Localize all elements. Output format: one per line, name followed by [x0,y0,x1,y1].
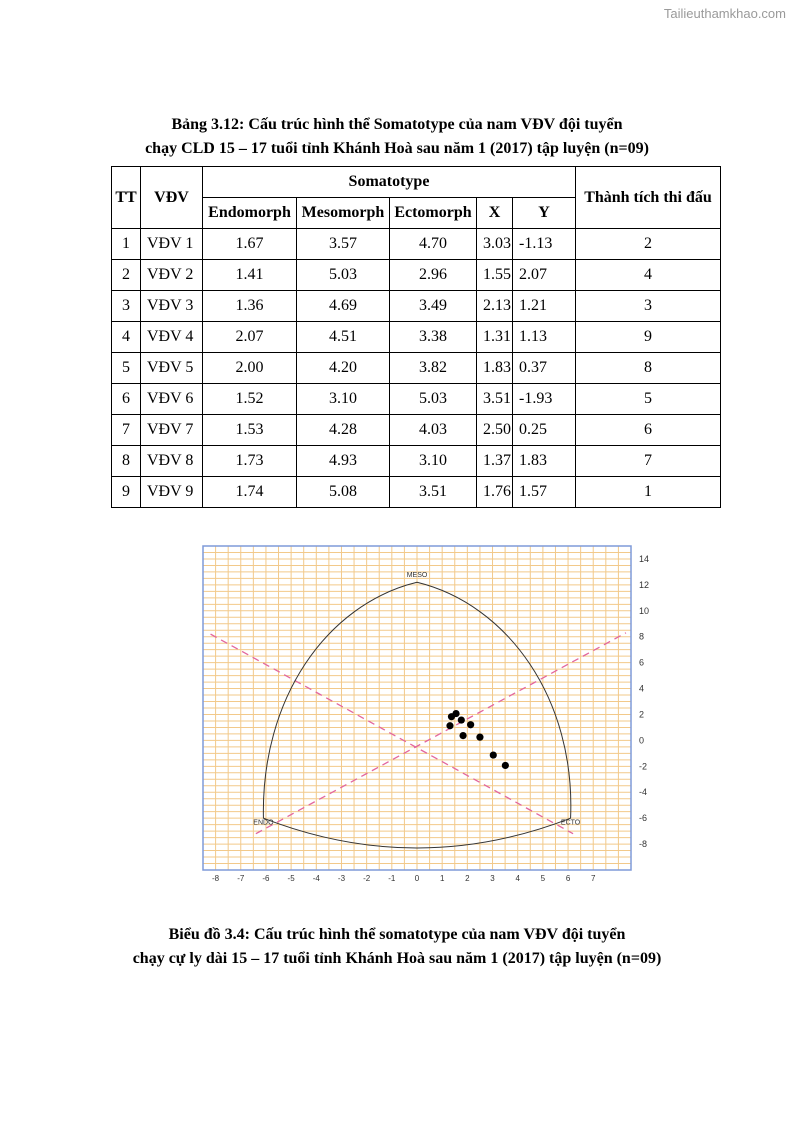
data-point [476,734,483,741]
cell-ectomorph: 3.10 [390,446,477,477]
x-tick-label: 6 [565,874,571,883]
cell-name: VĐV 9 [141,477,203,508]
x-tick-label: -4 [312,874,320,883]
cell-ectomorph: 3.51 [390,477,477,508]
cell-tt: 1 [112,229,141,260]
x-tick-label: -6 [262,874,270,883]
table-caption-line2: chạy CLD 15 – 17 tuổi tỉnh Khánh Hoà sau năm 1 (2017) tập luyện (n=09) [145,140,649,157]
y-tick-label: 0 [639,735,645,746]
cell-name: VĐV 7 [141,415,203,446]
cell-tt: 2 [112,260,141,291]
table-row [112,353,721,384]
y-tick-label: 6 [639,657,645,668]
cell-x: 1.37 [477,446,513,477]
y-tick-label: 10 [639,605,650,616]
cell-result: 8 [576,353,721,384]
y-tick-label: 4 [639,683,645,694]
cell-mesomorph: 5.08 [297,477,390,508]
y-tick-label: -8 [639,839,648,850]
x-tick-label: -8 [212,874,220,883]
cell-mesomorph: 5.03 [297,260,390,291]
y-tick-label: 14 [639,553,650,564]
data-point [502,762,509,769]
header-ectomorph: Ectomorph [390,198,477,229]
cell-name: VĐV 4 [141,322,203,353]
cell-endomorph: 1.36 [203,291,297,322]
x-tick-label: 0 [414,874,420,883]
table-row [112,229,721,260]
x-tick-label: -2 [363,874,371,883]
y-tick-label: 12 [639,579,650,590]
data-point [459,732,466,739]
table-row [112,291,721,322]
cell-tt: 5 [112,353,141,384]
cell-tt: 9 [112,477,141,508]
cell-x: 1.31 [477,322,513,353]
data-point [448,713,455,720]
cell-mesomorph: 4.20 [297,353,390,384]
data-point [458,716,465,723]
cell-y: 0.25 [513,415,576,446]
cell-ectomorph: 4.70 [390,229,477,260]
cell-endomorph: 1.41 [203,260,297,291]
cell-result: 4 [576,260,721,291]
somatotype-table [111,166,721,508]
cell-mesomorph: 3.57 [297,229,390,260]
cell-result: 3 [576,291,721,322]
table-body [112,229,721,508]
cell-name: VĐV 1 [141,229,203,260]
table-row [112,384,721,415]
cell-name: VĐV 6 [141,384,203,415]
cell-y: -1.13 [513,229,576,260]
ecto-apex-label: ECTO [560,819,581,827]
cell-y: 0.37 [513,353,576,384]
cell-name: VĐV 5 [141,353,203,384]
table-row [112,260,721,291]
cell-y: 1.57 [513,477,576,508]
header-vdv: VĐV [141,167,203,229]
header-x: X [477,198,513,229]
cell-x: 1.83 [477,353,513,384]
data-point [467,721,474,728]
cell-tt: 4 [112,322,141,353]
cell-x: 2.13 [477,291,513,322]
y-tick-label: -4 [639,787,648,798]
cell-mesomorph: 3.10 [297,384,390,415]
x-tick-label: 3 [490,874,495,883]
cell-tt: 6 [112,384,141,415]
table-row [112,477,721,508]
cell-mesomorph: 4.51 [297,322,390,353]
cell-tt: 7 [112,415,141,446]
cell-ectomorph: 2.96 [390,260,477,291]
cell-result: 7 [576,446,721,477]
endo-apex-label: ENDO [253,819,274,827]
header-mesomorph: Mesomorph [297,198,390,229]
cell-ectomorph: 3.49 [390,291,477,322]
cell-x: 3.51 [477,384,513,415]
cell-y: 2.07 [513,260,576,291]
cell-result: 6 [576,415,721,446]
cell-x: 2.50 [477,415,513,446]
x-tick-label: 5 [540,874,546,883]
header-y: Y [513,198,576,229]
x-tick-label: 2 [465,874,470,883]
header-tt: TT [112,167,141,229]
table-row [112,446,721,477]
y-tick-label: 8 [639,631,645,642]
cell-y: 1.83 [513,446,576,477]
cell-result: 2 [576,229,721,260]
cell-y: 1.21 [513,291,576,322]
cell-name: VĐV 2 [141,260,203,291]
cell-y: 1.13 [513,322,576,353]
cell-endomorph: 1.74 [203,477,297,508]
cell-result: 5 [576,384,721,415]
x-tick-label: 7 [591,874,596,883]
cell-name: VĐV 3 [141,291,203,322]
x-tick-label: -7 [237,874,245,883]
cell-result: 1 [576,477,721,508]
table-row [112,415,721,446]
meso-apex-label: MESO [406,572,428,580]
cell-tt: 8 [112,446,141,477]
cell-y: -1.93 [513,384,576,415]
table-row [112,322,721,353]
x-tick-label: -3 [337,874,346,883]
cell-ectomorph: 4.03 [390,415,477,446]
y-tick-label: -6 [639,813,648,824]
somatochart [181,540,653,888]
chart-caption [0,923,794,971]
table-caption-line1: Bảng 3.12: Cấu trúc hình thể Somatotype của nam VĐV đội tuyển [171,116,623,133]
cell-mesomorph: 4.69 [297,291,390,322]
table-caption [0,113,794,161]
x-tick-label: -5 [287,874,295,883]
header-result: Thành tích thi đấu [576,167,721,229]
header-somatotype: Somatotype [203,167,576,198]
cell-x: 1.76 [477,477,513,508]
y-tick-label: 2 [639,709,645,720]
cell-endomorph: 1.67 [203,229,297,260]
data-point [446,722,453,729]
cell-endomorph: 2.07 [203,322,297,353]
cell-mesomorph: 4.28 [297,415,390,446]
x-tick-label: -1 [388,874,396,883]
y-tick-label: -2 [639,761,648,772]
cell-endomorph: 1.52 [203,384,297,415]
data-point [490,751,497,758]
chart-caption-line1: Biểu đồ 3.4: Cấu trúc hình thể somatotype của nam VĐV đội tuyển [168,926,626,943]
cell-mesomorph: 4.93 [297,446,390,477]
x-tick-label: 4 [515,874,520,883]
watermark: Tailieuthamkhao.com [663,6,786,21]
cell-x: 1.55 [477,260,513,291]
cell-endomorph: 1.53 [203,415,297,446]
cell-endomorph: 1.73 [203,446,297,477]
x-tick-label: 1 [439,874,445,883]
cell-result: 9 [576,322,721,353]
cell-name: VĐV 8 [141,446,203,477]
cell-x: 3.03 [477,229,513,260]
cell-ectomorph: 5.03 [390,384,477,415]
cell-endomorph: 2.00 [203,353,297,384]
chart-caption-line2: chạy cự ly dài 15 – 17 tuổi tỉnh Khánh Hoà sau năm 1 (2017) tập luyện (n=09) [132,950,662,967]
cell-tt: 3 [112,291,141,322]
header-endomorph: Endomorph [203,198,297,229]
cell-ectomorph: 3.82 [390,353,477,384]
cell-ectomorph: 3.38 [390,322,477,353]
